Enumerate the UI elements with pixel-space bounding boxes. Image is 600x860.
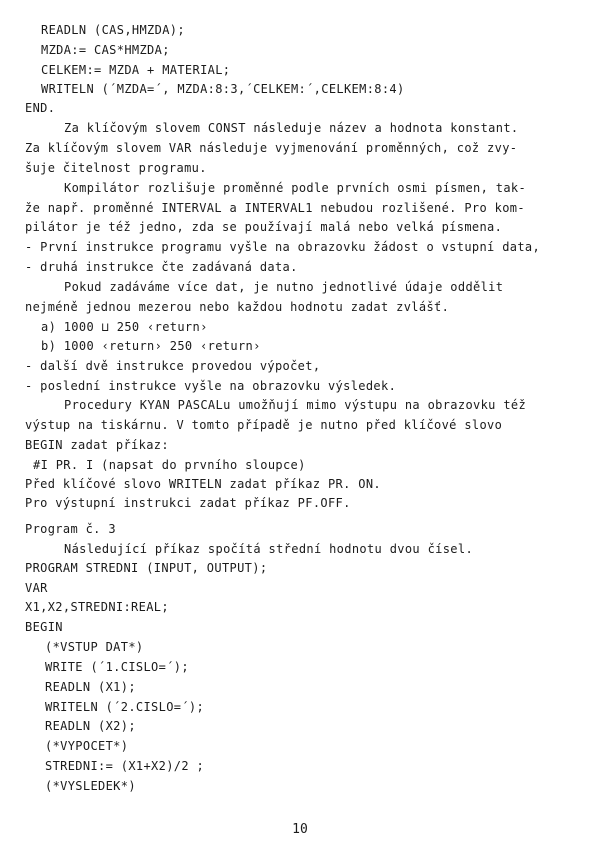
code-line-readln-x2: READLN (X2); <box>45 719 136 733</box>
paragraph-line: šuje čitelnost programu. <box>25 161 207 175</box>
code-line-var: VAR <box>25 581 48 595</box>
list-item-next-instructions: - další dvě instrukce provedou výpočet, <box>25 359 321 373</box>
code-line-readln-x1: READLN (X1); <box>45 680 136 694</box>
code-line-declaration: X1,X2,STREDNI:REAL; <box>25 600 169 614</box>
paragraph-line: Za klíčovým slovem CONST následuje název a hodnota konstant. <box>64 121 519 135</box>
paragraph-line: Kompilátor rozlišuje proměnné podle prvních osmi písmen, tak- <box>64 181 527 195</box>
code-line-stredni: STREDNI:= (X1+X2)/2 ; <box>45 759 205 773</box>
paragraph-line: Pokud zadáváme více dat, je nutno jednotlivé údaje oddělit <box>64 280 504 294</box>
paragraph-line: BEGIN zadat příkaz: <box>25 438 169 452</box>
paragraph-line: výstup na tiskárnu. V tomto případě je nutno před klíčové slovo <box>25 418 503 432</box>
code-line-mzda: MZDA:= CAS*HMZDA; <box>41 43 170 57</box>
list-item-last-instruction: - poslední instrukce vyšle na obrazovku výsledek. <box>25 379 397 393</box>
code-line-readln-cas: READLN (CAS,HMZDA); <box>41 23 185 37</box>
code-line-writeln-mzda: WRITELN (´MZDA=´, MZDA:8:3,´CELKEM:´,CELKEM:8:4) <box>41 82 405 96</box>
paragraph-line: nejméně jednou mezerou nebo každou hodnotu zadat zvlášť. <box>25 300 450 314</box>
code-line-begin: BEGIN <box>25 620 63 634</box>
code-comment-vypocet: (*VYPOCET*) <box>45 739 129 753</box>
page-number: 10 <box>292 822 308 837</box>
example-line-b: b) 1000 ‹return› 250 ‹return› <box>41 339 261 353</box>
list-item-second-instruction: - druhá instrukce čte zadávaná data. <box>25 260 298 274</box>
paragraph-line: Procedury KYAN PASCALu umožňují mimo výstupu na obrazovku též <box>64 398 527 412</box>
example-line-a: a) 1000 ⊔ 250 ‹return› <box>41 320 208 334</box>
code-line-end: END. <box>25 101 56 115</box>
section-heading-program-3: Program č. 3 <box>25 522 116 536</box>
directive-line: #I PR. I (napsat do prvního sloupce) <box>33 458 306 472</box>
paragraph-line: Před klíčové slovo WRITELN zadat příkaz PR. ON. <box>25 477 382 491</box>
paragraph-line: pilátor je též jedno, zda se používají malá nebo velká písmena. <box>25 220 503 234</box>
code-comment-vysledek: (*VYSLEDEK*) <box>45 779 136 793</box>
list-item-first-instruction: - První instrukce programu vyšle na obrazovku žádost o vstupní data, <box>25 240 541 254</box>
code-line-program: PROGRAM STREDNI (INPUT, OUTPUT); <box>25 561 268 575</box>
paragraph-line: Pro výstupní instrukci zadat příkaz PF.OFF. <box>25 496 351 510</box>
code-line-writeln: WRITELN (´2.CISLO=´); <box>45 700 205 714</box>
paragraph-line: Následující příkaz spočítá střední hodnotu dvou čísel. <box>64 542 474 556</box>
code-line-write: WRITE (´1.CISLO=´); <box>45 660 189 674</box>
paragraph-line: že např. proměnné INTERVAL a INTERVAL1 nebudou rozlišené. Pro kom- <box>25 201 525 215</box>
code-comment-vstup: (*VSTUP DAT*) <box>45 640 144 654</box>
code-line-celkem: CELKEM:= MZDA + MATERIAL; <box>41 63 231 77</box>
paragraph-line: Za klíčovým slovem VAR následuje vyjmenování proměnných, což zvy- <box>25 141 518 155</box>
